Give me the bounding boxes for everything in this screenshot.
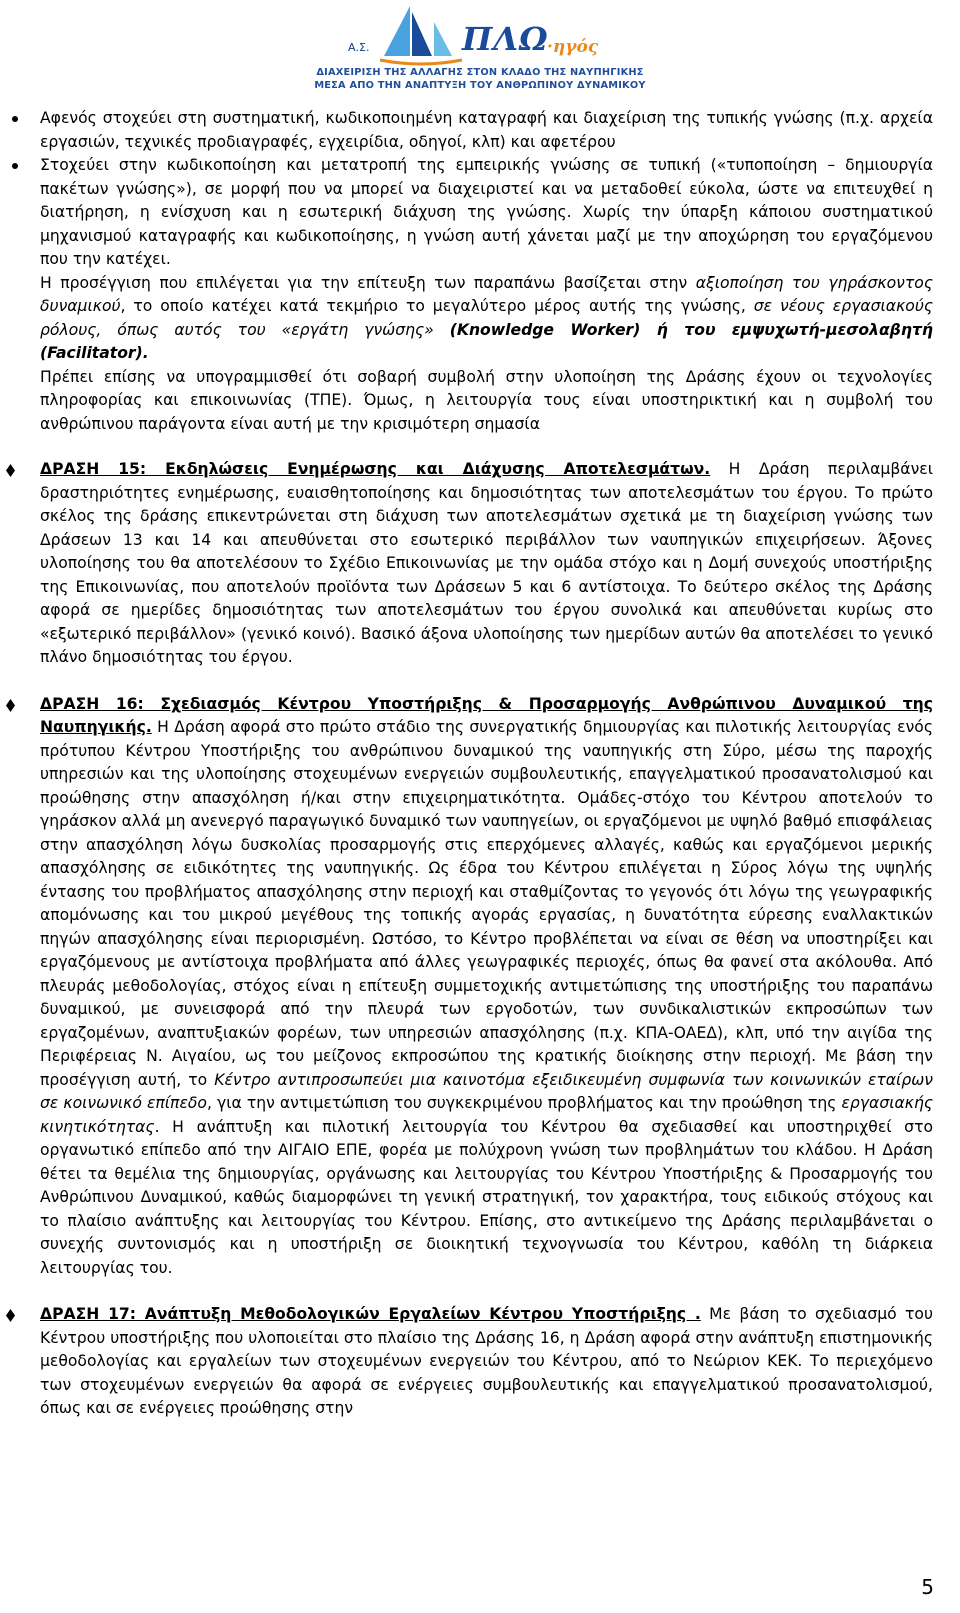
page-header xyxy=(0,0,960,96)
page-number: 5 xyxy=(921,1575,934,1599)
document-body xyxy=(40,107,933,1421)
diamond-bullet-icon xyxy=(6,464,15,477)
section-action-15: ΔΡΑΣΗ 15: Εκδηλώσεις Ενημέρωσης και Διάχυσης Αποτελεσμάτων. Η Δράση περιλαμβάνει δραστηριότητες ενημέρωσης, ευαισθητοποίησης και δημοσιότητας των αποτελεσμάτων του έργου. Το πρώτο σκέλος της δράσης επικεντρώνεται στη διάχυση των αποτελεσμάτων σχετικά με τη διαχείριση γνώσης των Δράσεων 13 και 14 και απευθύνεται στο εσωτερικό περιβάλλον των ναυπηγικών επιχειρήσεων. Άξονες υλοποίησης του θα αποτελέσουν το Σχέδιο Επικοινωνίας με την ομάδα στόχο και η Δομή συνεχούς υποστήριξης της Επικοινωνίας, που αποτελούν προϊόντα των Δράσεων 5 και 6 αντίστοιχα. Το δεύτερο σκέλος της Δράσης αφορά σε ημερίδες δημοσιότητας των αποτελεσμάτων του έργου συνολικά και απευθύνεται κυρίως στο «εξωτερικό περιβάλλον» (γενικό κοινό). Βασικό άξονα υλοποίησης των ημερίδων αυτών θα αποτελέσει το γενικό πλάνο δημοσιότητας του έργου. xyxy=(40,458,933,670)
sailboat-logo-icon xyxy=(376,2,466,66)
bullet-icon xyxy=(12,116,18,122)
diamond-bullet-icon xyxy=(6,1309,15,1322)
section-title: ΔΡΑΣΗ 15: Εκδηλώσεις Ενημέρωσης και Διάχυσης Αποτελεσμάτων. xyxy=(40,460,711,478)
section-action-17: ΔΡΑΣΗ 17: Ανάπτυξη Μεθοδολογικών Εργαλείων Κέντρου Υποστήριξης . Με βάση το σχεδιασμό του Κέντρου υποστήριξης που υλοποιείται στο πλαίσιο της Δράσης 16, η Δράση αφορά στην ανάπτυξη επιστημονικής μεθοδολογίας και εργαλείων των στοχευμένων ενεργειών του Κέντρου, από το Νεώριον ΚΕΚ. Το περιεχόμενο των στοχευμένων ενεργειών θα αφορά σε ενέργειες συμβουλευτικής και επαγγελματικού προσανατολισμού, όπως και σε ενέργειες προώθησης στην xyxy=(40,1303,933,1421)
bullet-icon xyxy=(12,163,18,169)
diamond-bullet-icon xyxy=(6,699,15,712)
section-title: ΔΡΑΣΗ 16: Σχεδιασμός Κέντρου Υποστήριξης & Προσαρμογής Ανθρώπινου Δυναμικού της Ναυπηγικής. xyxy=(40,694,933,736)
list-item: Στοχεύει στην κωδικοποίηση και μετατροπή της εμπειρικής γνώσης σε τυπική («τυποποίηση – δημιουργία πακέτων γνώσης»), σε μορφή που να μπορεί να διαχειριστεί και να μεταδοθεί εύκολα, ώστε να επιτευχθεί η διατήρηση, η ενίσχυση και η εσωτερική διάχυση της γνώσης. Χωρίς την ύπαρξη κάποιου συστηματικού μηχανισμού καταγραφής και κωδικοποίησης, η γνώση αυτή χάνεται μαζί με την αποχώρηση του εργαζόμενου που την κατέχει. xyxy=(40,154,933,272)
approach-paragraph: Η προσέγγιση που επιλέγεται για την επίτευξη των παραπάνω βασίζεται στην αξιοποίηση του γηράσκοντος δυναμικού, το οποίο κατέχει κατά τεκμήριο το μεγαλύτερο μέρος αυτής της γνώσης, σε νέους εργασιακούς ρόλους, όπως αυτός του «εργάτη γνώσης» (Knowledge Worker) ή του εμψυχωτή-μεσολαβητή (Facilitator). xyxy=(40,273,934,362)
header-tagline-2: ΜΕΣΑ ΑΠΟ ΤΗΝ ΑΝΑΠΤΥΞΗ ΤΟΥ ΑΝΘΡΩΠΙΝΟΥ ΔΥΝΑΜΙΚΟΥ xyxy=(314,80,646,91)
bullet-list xyxy=(40,107,933,272)
header-tagline-1: ΔΙΑΧΕΙΡΙΣΗ ΤΗΣ ΑΛΛΑΓΗΣ ΣΤΟΝ ΚΛΑΔΟ ΤΗΣ ΝΑΥΠΗΓΙΚΗΣ xyxy=(316,67,644,78)
section-action-16: ΔΡΑΣΗ 16: Σχεδιασμός Κέντρου Υποστήριξης & Προσαρμογής Ανθρώπινου Δυναμικού της Ναυπηγικής. Η Δράση αφορά στο πρώτο στάδιο της συνεργατικής δημιουργίας και πιλοτικής λειτουργίας ενός πρότυπου Κέντρου Υποστήριξης του ανθρώπινου δυναμικού της ναυπηγικής στη Σύρο, μέσω της παροχής υπηρεσιών και της υλοποίησης στοχευμένων ενεργειών συμβουλευτικής, επαγγελματικού προσανατολισμού και προώθησης στην απασχόληση ή/και στην επιχειρηματικότητα. Ομάδες-στόχο του Κέντρου αποτελούν το γηράσκον αλλά μη ανενεργό παραγωγικό δυναμικό των ναυπηγείων, οι εργαζόμενοι με υψηλό βαθμό επισφάλειας στην απασχόληση λόγω δυσκολίας προσαρμογής στις επερχόμενες αλλαγές, καθώς και εργαζόμενοι μερικής απασχόλησης σε ειδικότητες της ναυπηγικής. Ως έδρα του Κέντρου επιλέγεται η Σύρος λόγω της υψηλής έντασης του προβλήματος απασχόλησης στην περιοχή και σταθμίζοντας το γεγονός ότι λόγω της γεωγραφικής απομόνωσης και του μικρού μεγέθους της τοπικής αγοράς εργασίας, η δυνατότητα εύρεσης εναλλακτικών πηγών απασχόλησης είναι περιορισμένη. Ωστόσο, το Κέντρο προβλέπεται να είναι σε θέση να υποστηρίξει και εργαζόμενους με αντίστοιχα προβλήματα από άλλες γεωγραφικές περιοχές, όπως θα φανεί στα ακόλουθα. Από πλευράς μεθοδολογίας, στόχος είναι η επίτευξη συμμετοχικής αντιμετώπισης της υποστήριξης του παραπάνω δυναμικού, με συνεισφορά από την πλευρά των εργοδοτών, των συνδικαλιστικών εκπροσώπων των εργαζομένων, αναπτυξιακών φορέων, των υπηρεσιών απασχόλησης (π.χ. ΚΠΑ-ΟΑΕΔ), κλπ, υπό την αιγίδα της Περιφέρειας Ν. Αιγαίου, ως του μείζονος εκπροσώπου της κρατικής διοίκησης στην περιοχή. Με βάση την προσέγγιση αυτή, το Κέντρο αντιπροσωπεύει μια καινοτόμα εξειδικευμένη συμφωνία των κοινωνικών εταίρων σε κοινωνικό επίπεδο, για την αντιμετώπιση του συγκεκριμένου προβλήματος και την προώθηση της εργασιακής κινητικότητας. Η ανάπτυξη και πιλοτική λειτουργία του Κέντρου θα σχεδιασθεί και υποστηριχθεί στο οργανωτικό επίπεδο από την ΑΙΓΑΙΟ ΕΠΕ, φορέα με πολύχρονη γνώση των προβλημάτων του κλάδου. Η Δράση θέτει τα θεμέλια της δημιουργίας, οργάνωσης και λειτουργίας του Κέντρου Υποστήριξης & Προσαρμογής του Ανθρώπινου Δυναμικού, καθώς διαμορφώνει τη γενική στρατηγική, τον χαρακτήρα, τους ειδικούς στόχους και το πλαίσιο ανάπτυξης και λειτουργίας του Κέντρου. Επίσης, στο αντικείμενο της Δράσης περιλαμβάνεται ο συνεχής συντονισμός και η υποστήριξη σε διοικητική τεχνογνωσία του Κέντρου, καθόλη τη διάρκεια λειτουργίας του. xyxy=(40,693,933,1281)
section-title: ΔΡΑΣΗ 17: Ανάπτυξη Μεθοδολογικών Εργαλείων Κέντρου Υποστήριξης . xyxy=(40,1305,701,1323)
ict-paragraph: Πρέπει επίσης να υπογραμμισθεί ότι σοβαρή συμβολή στην υλοποίηση της Δράσης έχουν οι τεχνολογίες πληροφορίας και επικοινωνίας (ΤΠΕ). Όμως, η λειτουργία τους είναι υποστηρικτική και η συμβολή του ανθρώπινου παράγοντα είναι αυτή με την κρισιμότερη σημασία xyxy=(40,367,933,433)
logo-suffix: ·ηγός xyxy=(547,37,599,57)
logo-prefix: Α.Σ. xyxy=(348,41,370,54)
list-item: Αφενός στοχεύει στη συστηματική, κωδικοποιημένη καταγραφή και διαχείριση της τυπικής γνώσης (π.χ. αρχεία εργασιών, τεχνικές προδιαγραφές, εγχειρίδια, οδηγοί, κλπ) και αφετέρου xyxy=(40,107,933,154)
logo-title: ΠΛΩ xyxy=(462,20,549,58)
